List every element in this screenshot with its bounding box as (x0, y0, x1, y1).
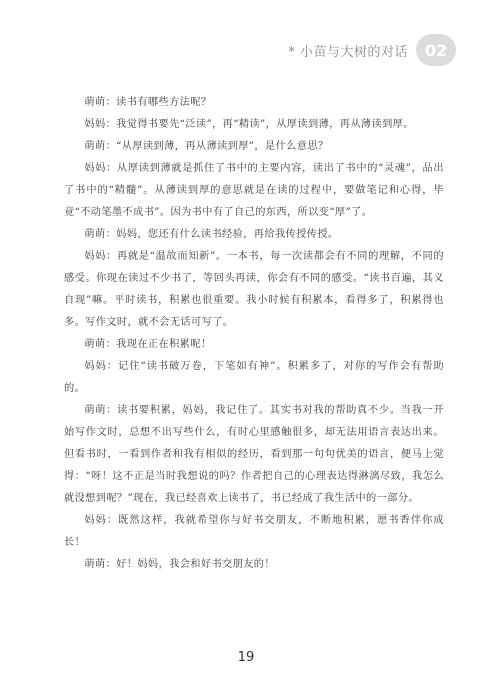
dialogue-paragraph: 妈妈：既然这样，我就希望你与好书交朋友，不断地积累，愿书香伴你成长！ (64, 515, 444, 548)
dialogue-paragraph: 萌萌：好！妈妈，我会和好书交朋友的！ (84, 559, 275, 570)
dialogue-paragraph: 萌萌：我现在正在积累呢！ (84, 339, 212, 350)
page-number: 19 (237, 650, 255, 665)
chapter-number-badge: 02 (416, 34, 456, 66)
dialogue-paragraph: 妈妈：从厚读到薄就是抓住了书中的主要内容，读出了书中的“灵魂”，品出了书中的“精髓”。从薄读到厚的意思就是在读的过程中，要做笔记和心得，毕竟“不动笔墨不成书”。因为书中有了自己的东西，所以变“厚”了。 (64, 163, 444, 218)
chapter-title: * 小苗与大树的对话 (288, 44, 408, 60)
dialogue-paragraph: 萌萌：读书要积累，妈妈，我记住了。其实书对我的帮助真不少。当我一开始写作文时，总想不出写些什么，有时心里感触很多，却无法用语言表达出来。但看书时，一看到作者和我有相似的经历，看到那一句句优美的语言，便马上觉得：“呀！这不正是当时我想说的吗？作者把自己的心理表达得淋漓尽致，我怎么就没想到呢？”现在，我已经喜欢上读书了，书已经成了我生活中的一部分。 (64, 405, 444, 504)
dialogue-body (64, 92, 444, 576)
dialogue-paragraph: 妈妈：我觉得书要先“泛读”，再“精读”，从厚读到薄，再从薄读到厚。 (84, 119, 414, 130)
dialogue-paragraph: 妈妈：再就是“温故而知新”。一本书，每一次读都会有不同的理解，不同的感受。你现在读过不少书了，等回头再读，你会有不同的感受。“读书百遍，其义自现”嘛。平时读书，积累也很重要。我小时候有积累本，看得多了，积累得也多。写作文时，就不会无话可写了。 (64, 251, 444, 328)
running-header (288, 34, 456, 66)
dialogue-paragraph: 妈妈：记住“读书破万卷，下笔如有神”。积累多了，对你的写作会有帮助的。 (64, 361, 444, 394)
dialogue-paragraph: 萌萌：妈妈，您还有什么读书经验，再给我传授传授。 (84, 229, 339, 240)
dialogue-paragraph: 萌萌：“从厚读到薄，再从薄读到厚”，是什么意思？ (84, 141, 329, 152)
dialogue-paragraph: 萌萌：读书有哪些方法呢？ (84, 97, 212, 108)
